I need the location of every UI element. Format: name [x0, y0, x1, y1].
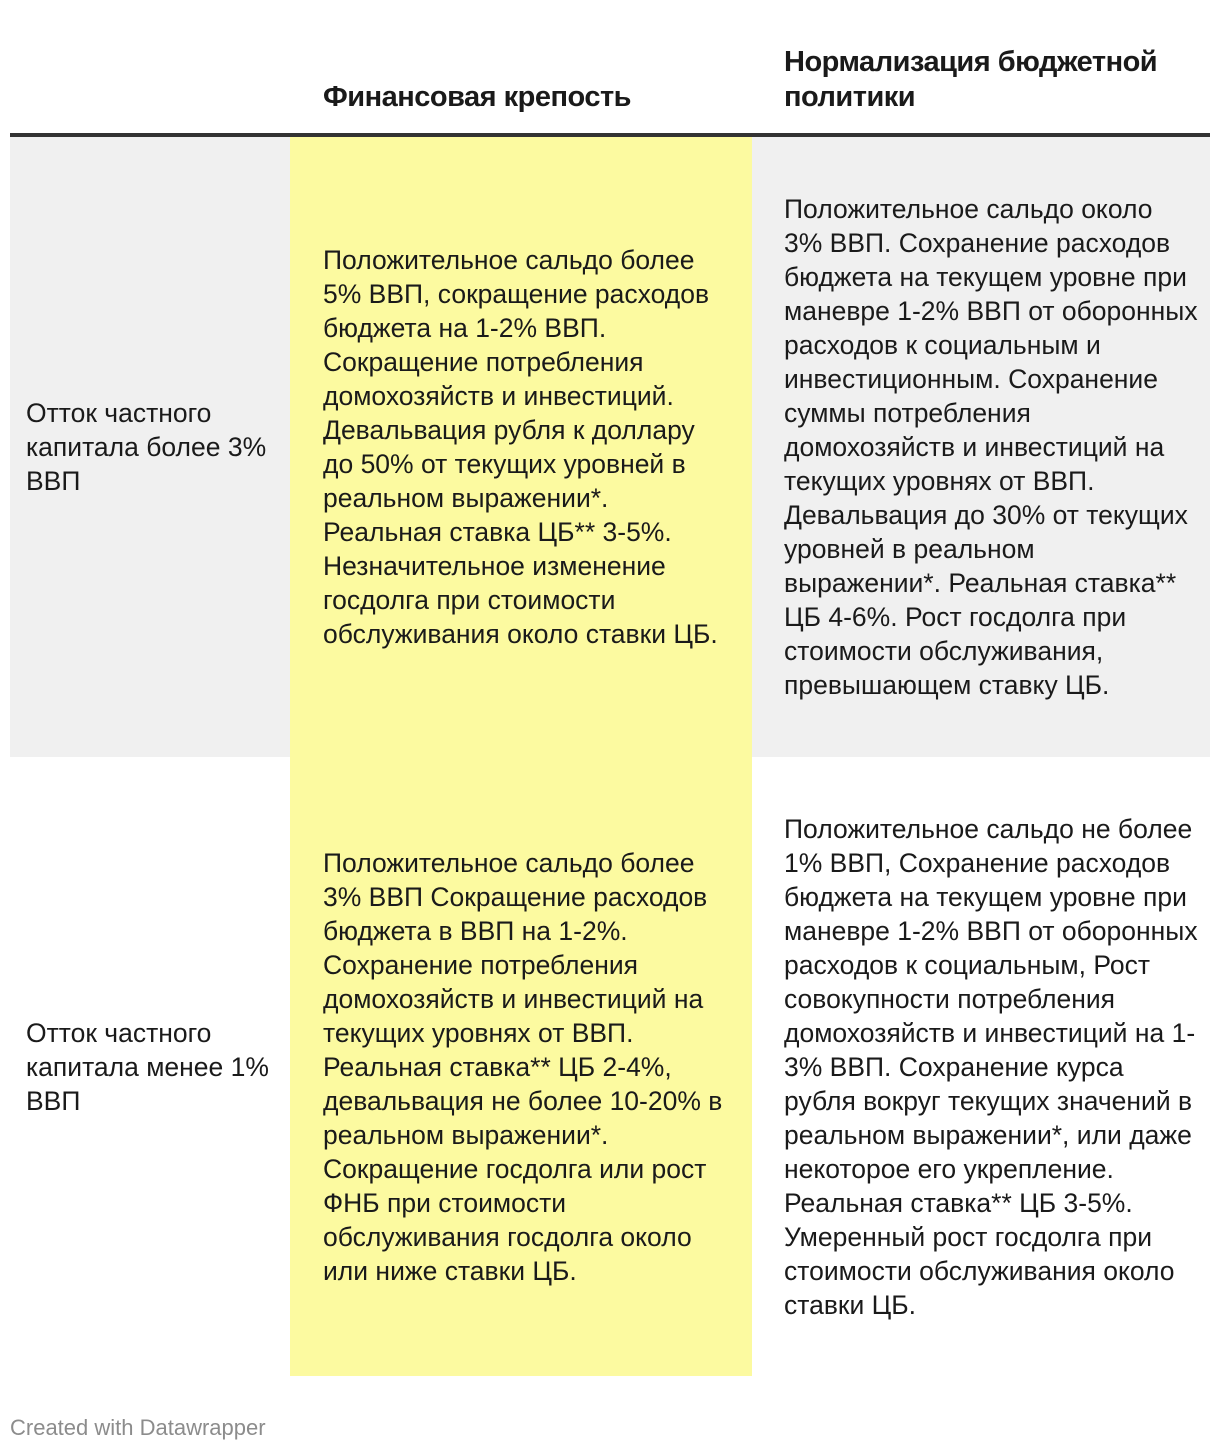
row-label: Отток частного капитала менее 1% ВВП	[26, 1017, 269, 1116]
cell-text: Положительное сальдо около 3% ВВП. Сохранение расходов бюджета на текущем уровне при маневре 1-2% ВВП от оборонных расходов к социальным и инвестиционным. Сохранение суммы потребления домохозяйств и инвестиций на текущих уровнях от ВВП. Девальвация до 30% от текущих уровней в реальном выражении*. Реальная ставка** ЦБ 4-6%. Рост госдолга при стоимости обслуживания, превышающем ставку ЦБ.	[784, 194, 1198, 700]
column-header-financial-fortress: Финансовая крепость	[323, 81, 631, 113]
row-label-cell	[10, 757, 290, 1376]
column-header-budget-normalization: Нормализация бюджетной политики	[784, 46, 1158, 113]
scenario-table	[10, 0, 1210, 1376]
financial-fortress-cell	[290, 757, 752, 1376]
row-label-cell	[10, 137, 290, 757]
table-header	[10, 0, 1210, 137]
row-label: Отток частного капитала более 3% ВВП	[26, 398, 267, 496]
table-row	[10, 137, 1210, 757]
budget-normalization-cell	[752, 757, 1210, 1376]
cell-text: Положительное сальдо не более 1% ВВП, Сохранение расходов бюджета на текущем уровне при маневре 1-2% ВВП от оборонных расходов к социальным, Рост совокупности потребления домохозяйств и инвестиций на 1-3% ВВП. Сохранение курса рубля вокруг текущих значений в реальном выражении*, или даже некоторое его укрепление. Реальная ставка** ЦБ 3-5%. Умеренный рост госдолга при стоимости обслуживания около ставки ЦБ.	[784, 813, 1198, 1320]
table-row	[10, 757, 1210, 1376]
cell-text: Положительное сальдо более 3% ВВП Сокращение расходов бюджета в ВВП на 1-2%. Сохранение потребления домохозяйств и инвестиций на текущих уровнях от ВВП. Реальная ставка** ЦБ 2-4%, девальвация не более 10-20% в реальном выражении*. Сокращение госдолга или рост ФНБ при стоимости обслуживания госдолга около или ниже ставки ЦБ.	[323, 847, 723, 1286]
datawrapper-credit: Created with Datawrapper	[10, 1415, 266, 1440]
financial-fortress-cell	[290, 137, 752, 757]
budget-normalization-cell	[752, 137, 1210, 757]
cell-text: Положительное сальдо более 5% ВВП, сокращение расходов бюджета на 1-2% ВВП. Сокращение потребления домохозяйств и инвестиций. Девальвация рубля к доллару до 50% от текущих уровней в реальном выражении*. Реальная ставка ЦБ** 3-5%. Незначительное изменение госдолга при стоимости обслуживания около ставки ЦБ.	[323, 245, 718, 649]
